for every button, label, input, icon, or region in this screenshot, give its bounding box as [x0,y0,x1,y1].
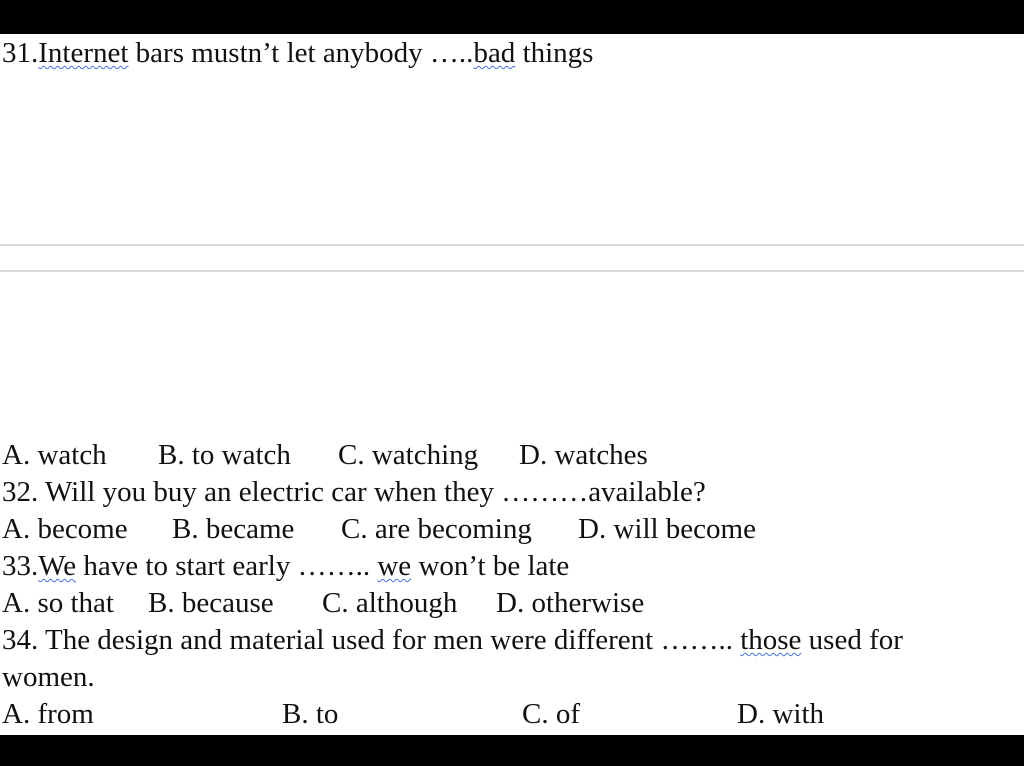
question-33-stem [2,549,569,583]
document-page [0,34,1024,735]
question-33-text: have to start early …….. [76,550,378,582]
option-a[interactable]: A. become [2,513,128,545]
spellcheck-word: We [38,550,77,582]
option-d[interactable]: D. watches [519,439,648,471]
option-b[interactable]: B. to [282,698,339,730]
option-d[interactable]: D. otherwise [496,587,645,619]
spellcheck-word: we [377,550,412,582]
question-33-number: 33. [2,550,39,582]
option-b[interactable]: B. became [172,513,295,545]
question-31-number: 31. [2,37,39,69]
bottom-black-bar [0,735,1024,766]
question-34-stem [2,623,903,657]
option-a[interactable]: A. watch [2,439,107,471]
spellcheck-word: bad [473,37,516,69]
spellcheck-word: Internet [38,37,129,69]
option-b[interactable]: B. to watch [158,439,291,471]
question-34-stem-line2: women. [2,661,95,693]
option-c[interactable]: C. are becoming [341,513,532,545]
question-33-text-end: won’t be late [411,550,570,582]
option-c[interactable]: C. watching [338,439,479,471]
option-c[interactable]: C. of [522,698,580,730]
question-32-stem: 32. Will you buy an electric car when they ………available? [2,476,706,508]
page-divider-top [0,244,1024,246]
question-34-text: 34. The design and material used for men were different …….. [2,624,741,656]
option-d[interactable]: D. will become [578,513,756,545]
page-divider-bottom [0,270,1024,272]
spellcheck-word: those [740,624,802,656]
question-31-text-end: things [515,37,594,69]
option-d[interactable]: D. with [737,698,824,730]
option-a[interactable]: A. so that [2,587,114,619]
question-31-stem [2,36,593,70]
option-c[interactable]: C. although [322,587,458,619]
question-31-text: bars mustn’t let anybody ….. [128,37,474,69]
option-a[interactable]: A. from [2,698,94,730]
option-b[interactable]: B. because [148,587,274,619]
question-34-text-end: used for [801,624,903,656]
